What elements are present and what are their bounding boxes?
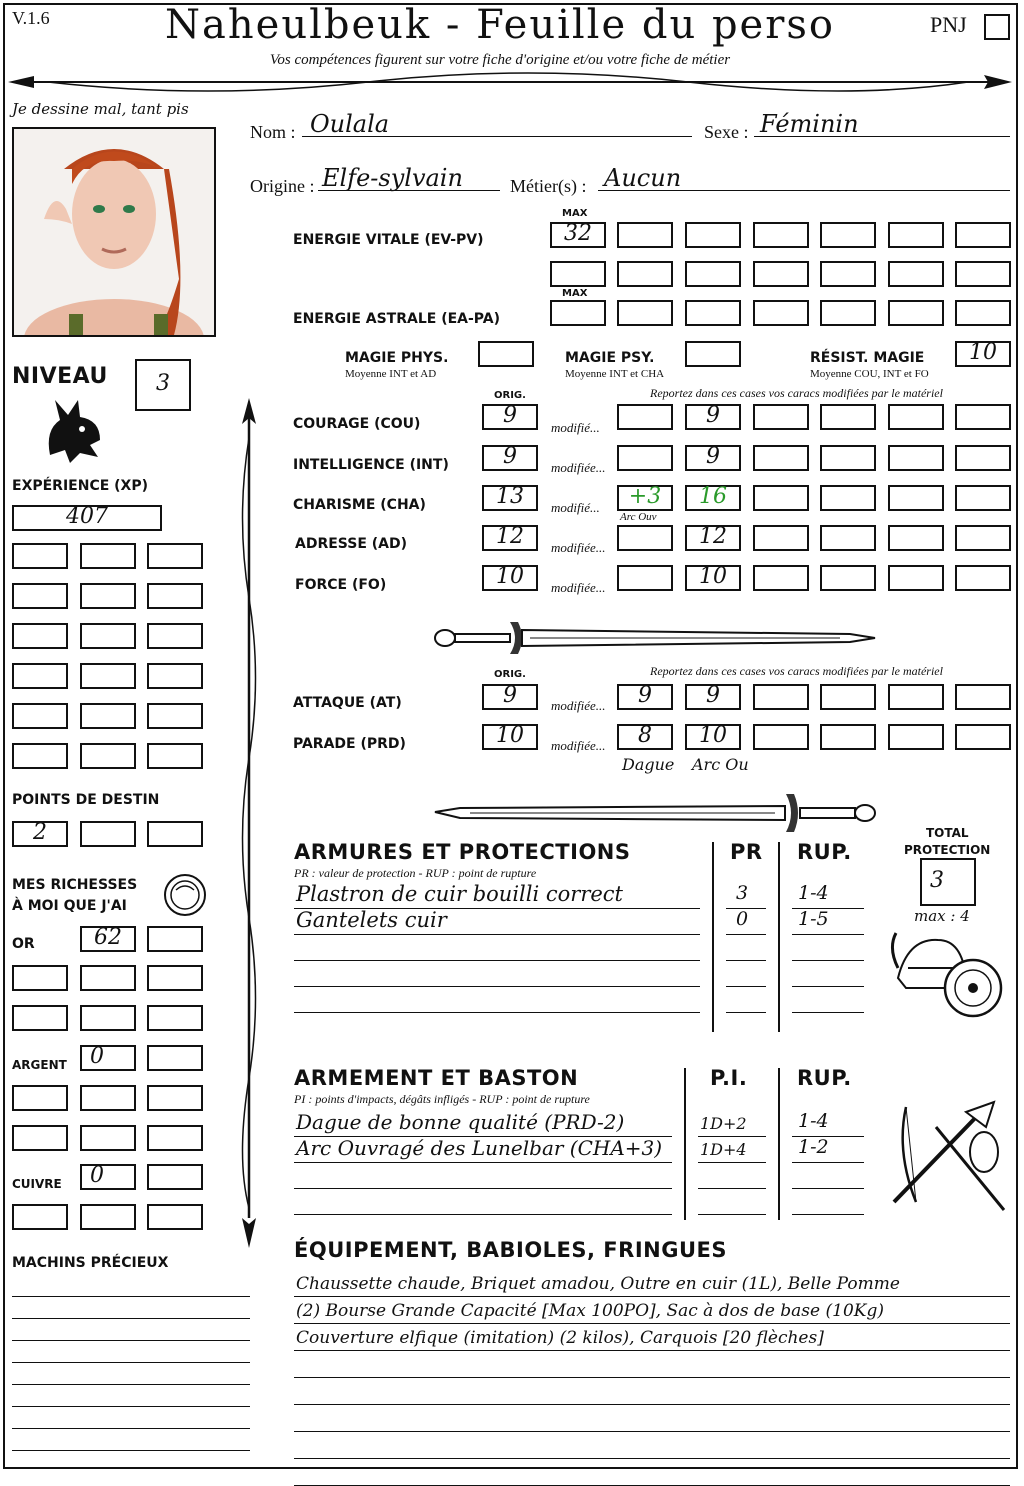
richesses-label-1: MES RICHESSES [12, 877, 138, 893]
wealth-box-cell[interactable] [147, 1085, 203, 1111]
cou-orig-box[interactable]: 9 [482, 404, 538, 430]
armor-line[interactable] [294, 960, 700, 961]
cuivre-box-2[interactable] [147, 1164, 203, 1190]
prd-note-arc: Arc Ou [692, 755, 749, 774]
cuivre-label: CUIVRE [12, 1177, 62, 1191]
fo-mod-box[interactable] [617, 565, 673, 591]
ea-track-box[interactable] [955, 300, 1011, 326]
cuivre-box[interactable]: 0 [80, 1164, 136, 1190]
armor-pr-line[interactable] [726, 986, 766, 987]
weapon-line[interactable] [294, 1214, 672, 1215]
ea-max-label: MAX [562, 288, 588, 299]
magie-phys-box[interactable] [478, 341, 534, 367]
fo-mod-box[interactable] [820, 565, 876, 591]
at-mod-box[interactable] [888, 684, 944, 710]
report-note-2: Reportez dans ces cases vos caracs modifiées par le matériel [650, 664, 943, 678]
cou-label: COURAGE (COU) [293, 416, 421, 432]
armor-note: PR : valeur de protection - RUP : point de rupture [294, 866, 537, 880]
ev-max-label: MAX [562, 208, 588, 219]
ea-track-box[interactable] [617, 300, 673, 326]
xp-box-cell[interactable] [80, 743, 136, 769]
ev-track-box[interactable] [955, 261, 1011, 287]
niveau-label: NIVEAU [12, 364, 108, 389]
at-mod-value: 9 [706, 683, 720, 708]
cou-modifie: modifié... [551, 420, 600, 435]
destin-box-3[interactable] [147, 821, 203, 847]
ea-track-box[interactable] [820, 300, 876, 326]
equipment-line[interactable] [294, 1458, 1010, 1459]
armor-line[interactable] [294, 1012, 700, 1013]
equipment-line[interactable] [294, 1404, 1010, 1405]
nom-label: Nom : [250, 122, 296, 142]
weapon-pi-line[interactable] [698, 1214, 766, 1215]
armor-rup-line[interactable] [792, 960, 864, 961]
weapons-pi-header: P.I. [710, 1066, 748, 1090]
wealth-box-cell[interactable] [12, 1125, 68, 1151]
ea-track-box[interactable] [888, 300, 944, 326]
ev-track-box[interactable] [820, 222, 876, 248]
ev-track-box[interactable] [685, 222, 741, 248]
sheet-title: Naheulbeuk - Feuille du perso [165, 2, 835, 48]
origine-label: Origine : [250, 176, 315, 196]
version-label: V.1.6 [12, 8, 50, 28]
report-note: Reportez dans ces cases vos caracs modifiées par le matériel [650, 386, 943, 400]
fo-mod-box[interactable] [753, 565, 809, 591]
xp-box-cell[interactable] [147, 583, 203, 609]
at-modifie: modifiée... [551, 698, 606, 713]
equipment-line[interactable] [294, 1377, 1010, 1378]
orig-label-2: ORIG. [494, 669, 526, 680]
xp-box[interactable]: 407 [12, 505, 162, 531]
armor-line[interactable] [294, 986, 700, 987]
cha-mod-box[interactable] [888, 485, 944, 511]
sexe-label: Sexe : [704, 122, 749, 142]
ev-label: ENERGIE VITALE (EV-PV) [293, 232, 484, 248]
at-mod-box[interactable] [753, 684, 809, 710]
xp-box-cell[interactable] [147, 663, 203, 689]
prd-mod-value: 10 [699, 723, 727, 748]
equipment-line[interactable] [294, 1323, 1010, 1324]
weapon-item-rup: 1-2 [798, 1136, 829, 1158]
machins-line[interactable] [12, 1406, 250, 1407]
weapon-item-pi: 1D+4 [700, 1140, 747, 1159]
ev-track-box[interactable] [955, 222, 1011, 248]
wealth-box-cell[interactable] [12, 1085, 68, 1111]
prd-mod-box[interactable] [753, 724, 809, 750]
wealth-box-cell[interactable] [147, 1125, 203, 1151]
int-mod-box[interactable] [617, 445, 673, 471]
nom-line [302, 136, 692, 137]
sexe-line [754, 136, 1010, 137]
equipment-line-text: Couverture elfique (imitation) (2 kilos), Carquois [20 flèches] [296, 1328, 824, 1348]
cha-orig-box[interactable]: 13 [482, 485, 538, 511]
ev-max-value: 32 [564, 221, 592, 246]
int-label: INTELLIGENCE (INT) [293, 457, 449, 473]
cou-mod-box[interactable] [617, 404, 673, 430]
weapons-note: PI : points d'impacts, dégâts infligés - RUP : point de rupture [294, 1092, 590, 1106]
spear-divider-icon [8, 66, 1012, 102]
richesses-label-2: À MOI QUE J'AI [12, 898, 127, 914]
armor-pr-line[interactable] [726, 934, 766, 935]
weapon-item-name: Arc Ouvragé des Lunelbar (CHA+3) [296, 1136, 663, 1160]
xp-box-cell[interactable] [147, 703, 203, 729]
xp-box-cell[interactable] [80, 663, 136, 689]
cha-modifie: modifié... [551, 500, 600, 515]
at-mod-box[interactable] [685, 684, 741, 710]
resist-magie-box[interactable]: 10 [955, 341, 1011, 367]
armor-pr-header: PR [730, 840, 763, 864]
cha-mod-box[interactable] [955, 485, 1011, 511]
ev-track-box[interactable] [617, 222, 673, 248]
ad-mod-box[interactable] [820, 525, 876, 551]
prd-note-dague: Dague [622, 755, 675, 774]
weapon-rup-line[interactable] [792, 1188, 864, 1189]
xp-box-cell[interactable] [12, 623, 68, 649]
xp-box-cell[interactable] [147, 543, 203, 569]
cha-mod-box[interactable] [685, 485, 741, 511]
portrait-image [12, 127, 216, 337]
ad-mod-box[interactable] [685, 525, 741, 551]
at-mod-box[interactable] [617, 684, 673, 710]
xp-box-cell[interactable] [12, 543, 68, 569]
or-label: OR [12, 936, 35, 952]
ad-mod-box[interactable] [753, 525, 809, 551]
ev-track-box[interactable] [888, 261, 944, 287]
prd-mod-box[interactable] [955, 724, 1011, 750]
prd-modifie: modifiée... [551, 738, 606, 753]
weapons-title: ARMEMENT ET BASTON [294, 1066, 579, 1090]
weapon-line[interactable] [294, 1188, 672, 1189]
armor-rup-line[interactable] [792, 1012, 864, 1013]
nom-value[interactable]: Oulala [310, 110, 390, 138]
ea-label: ENERGIE ASTRALE (EA-PA) [293, 311, 501, 327]
ev-track-box[interactable] [685, 261, 741, 287]
total-protection-box[interactable]: 3 [920, 858, 976, 906]
fo-mod-box[interactable] [685, 565, 741, 591]
armor-rup-line[interactable] [792, 934, 864, 935]
armor-item-rup: 1-5 [798, 908, 829, 930]
int-mod-box[interactable] [685, 445, 741, 471]
cou-mod-box[interactable] [888, 404, 944, 430]
armor-pr-line[interactable] [726, 960, 766, 961]
coin-icon [162, 872, 208, 918]
total-label-1: TOTAL [926, 826, 969, 840]
ad-mod-box[interactable] [955, 525, 1011, 551]
pnj-label: PNJ [930, 12, 967, 37]
armor-pr-line[interactable] [726, 1012, 766, 1013]
equipment-line-text: Chaussette chaude, Briquet amadou, Outre en cuir (1L), Belle Pomme [296, 1274, 900, 1294]
pnj-checkbox[interactable] [984, 14, 1010, 40]
ad-mod-box[interactable] [888, 525, 944, 551]
weapon-rup-line[interactable] [792, 1214, 864, 1215]
metier-value[interactable]: Aucun [604, 164, 682, 192]
destin-box-2[interactable] [80, 821, 136, 847]
destin-box-1[interactable]: 2 [12, 821, 68, 847]
sword-icon-2 [430, 788, 880, 838]
machins-label: MACHINS PRÉCIEUX [12, 1255, 169, 1271]
fo-mod-box[interactable] [888, 565, 944, 591]
ad-orig-box[interactable]: 12 [482, 525, 538, 551]
total-max: max : 4 [914, 907, 970, 925]
armor-rup-header: RUP. [797, 840, 852, 864]
int-modifie: modifiée... [551, 460, 606, 475]
machins-line[interactable] [12, 1384, 250, 1385]
cha-mod-value: 16 [699, 484, 727, 509]
total-label-2: PROTECTION [904, 843, 991, 857]
wealth-box-cell[interactable] [12, 1005, 68, 1031]
xp-box-cell[interactable] [12, 663, 68, 689]
fo-modifie: modifiée... [551, 580, 606, 595]
ev-track-box[interactable] [753, 222, 809, 248]
metier-line [598, 190, 1010, 191]
argent-box[interactable]: 0 [80, 1045, 136, 1071]
machins-line[interactable] [12, 1340, 250, 1341]
weapon-line[interactable] [294, 1162, 672, 1163]
prd-orig-box[interactable]: 10 [482, 724, 538, 750]
fo-mod-box[interactable] [955, 565, 1011, 591]
or-box-2[interactable] [147, 926, 203, 952]
argent-label: ARGENT [12, 1058, 67, 1072]
armor-item-name: Plastron de cuir bouilli correct [296, 882, 623, 906]
ev-track-box[interactable] [888, 222, 944, 248]
fo-mod-value: 10 [699, 564, 727, 589]
equipment-title: ÉQUIPEMENT, BABIOLES, FRINGUES [294, 1238, 727, 1262]
at-mod-value: 9 [638, 683, 652, 708]
ev-track-box[interactable] [753, 261, 809, 287]
machins-line[interactable] [12, 1318, 250, 1319]
wealth-box-cell[interactable] [80, 1125, 136, 1151]
xp-box-cell[interactable] [147, 743, 203, 769]
weapons-divider-1 [684, 1068, 686, 1220]
wealth-box-cell[interactable] [80, 1005, 136, 1031]
machins-line[interactable] [12, 1362, 250, 1363]
wealth-box-cell[interactable] [80, 965, 136, 991]
xp-box-cell[interactable] [80, 703, 136, 729]
ev-track-box[interactable] [617, 261, 673, 287]
at-label: ATTAQUE (AT) [293, 695, 402, 711]
wealth-box-cell[interactable] [12, 1204, 68, 1230]
armor-rup-line[interactable] [792, 986, 864, 987]
ev-max-box[interactable] [550, 222, 606, 248]
ea-max-box[interactable] [550, 300, 606, 326]
sword-icon [430, 612, 880, 662]
fo-label: FORCE (FO) [295, 577, 387, 593]
wealth-box-cell[interactable] [80, 1085, 136, 1111]
machins-line[interactable] [12, 1450, 250, 1451]
armor-item-pr: 3 [736, 882, 749, 904]
armor-item-name: Gantelets cuir [296, 908, 447, 932]
wealth-box-cell[interactable] [147, 1005, 203, 1031]
sexe-value[interactable]: Féminin [760, 110, 859, 138]
prd-label: PARADE (PRD) [293, 736, 406, 752]
ad-mod-box[interactable] [617, 525, 673, 551]
at-orig-box[interactable]: 9 [482, 684, 538, 710]
xp-box-cell[interactable] [12, 743, 68, 769]
armor-divider-1 [712, 842, 714, 1032]
xp-box-cell[interactable] [80, 583, 136, 609]
xp-box-cell[interactable] [80, 543, 136, 569]
prd-mod-box[interactable] [617, 724, 673, 750]
xp-label: EXPÉRIENCE (XP) [12, 478, 149, 494]
sheet-subtitle: Vos compétences figurent sur votre fiche d'origine et/ou votre fiche de métier [269, 52, 731, 68]
ad-mod-value: 12 [699, 524, 727, 549]
cha-label: CHARISME (CHA) [293, 497, 426, 513]
xp-box-cell[interactable] [12, 703, 68, 729]
int-mod-box[interactable] [753, 445, 809, 471]
magie-phys-label: MAGIE PHYS. [345, 350, 449, 366]
armor-divider-2 [778, 842, 780, 1032]
or-box[interactable]: 62 [80, 926, 136, 952]
equipment-line-text: (2) Bourse Grande Capacité [Max 100PO], Sac à dos de base (10Kg) [296, 1301, 884, 1321]
ea-track-box[interactable] [753, 300, 809, 326]
cou-mod-box[interactable] [955, 404, 1011, 430]
argent-box-2[interactable] [147, 1045, 203, 1071]
cha-bonus-note: Arc Ouv [620, 511, 657, 523]
int-mod-box[interactable] [955, 445, 1011, 471]
armor-title: ARMURES ET PROTECTIONS [294, 840, 631, 864]
prd-mod-value: 8 [638, 723, 652, 748]
origine-value[interactable]: Elfe-sylvain [322, 164, 463, 192]
origine-line [318, 190, 500, 191]
destin-label: POINTS DE DESTIN [12, 792, 160, 808]
int-mod-box[interactable] [820, 445, 876, 471]
cha-mod-box[interactable] [753, 485, 809, 511]
int-orig-box[interactable]: 9 [482, 445, 538, 471]
resist-magie-label: RÉSIST. MAGIE [810, 350, 925, 366]
armor-item-rup: 1-4 [798, 882, 829, 904]
prd-mod-box[interactable] [888, 724, 944, 750]
prd-mod-box[interactable] [820, 724, 876, 750]
machins-line[interactable] [12, 1296, 250, 1297]
cou-mod-box[interactable] [685, 404, 741, 430]
wealth-box-cell[interactable] [147, 1204, 203, 1230]
ev-track-box[interactable] [550, 261, 606, 287]
ad-modifie: modifiée... [551, 540, 606, 555]
prd-mod-box[interactable] [685, 724, 741, 750]
helmet-shield-icon [888, 928, 1006, 1028]
xp-box-cell[interactable] [147, 623, 203, 649]
weapon-item-pi: 1D+2 [700, 1114, 747, 1133]
at-mod-box[interactable] [820, 684, 876, 710]
magie-psy-box[interactable] [685, 341, 741, 367]
int-mod-box[interactable] [888, 445, 944, 471]
fo-orig-box[interactable]: 10 [482, 565, 538, 591]
cou-mod-value: 9 [706, 403, 720, 428]
spear-vertical-icon [234, 398, 264, 1248]
magie-psy-label: MAGIE PSY. [565, 350, 655, 366]
metier-label: Métier(s) : [510, 176, 587, 196]
magie-psy-note: Moyenne INT et CHA [565, 368, 665, 380]
equipment-line[interactable] [294, 1296, 1010, 1297]
ev-track-box[interactable] [820, 261, 876, 287]
weapons-divider-2 [778, 1068, 780, 1220]
cou-mod-box[interactable] [753, 404, 809, 430]
cha-mod-box[interactable] [820, 485, 876, 511]
ea-track-box[interactable] [685, 300, 741, 326]
cha-mod-value: +3 [628, 484, 662, 509]
armor-line[interactable] [294, 934, 700, 935]
xp-box-cell[interactable] [80, 623, 136, 649]
at-mod-box[interactable] [955, 684, 1011, 710]
armor-item-pr: 0 [736, 908, 749, 930]
weapon-item-name: Dague de bonne qualité (PRD-2) [296, 1110, 625, 1134]
weapons-rup-header: RUP. [797, 1066, 852, 1090]
wealth-box-cell[interactable] [12, 965, 68, 991]
wealth-box-cell[interactable] [147, 965, 203, 991]
int-mod-value: 9 [706, 444, 720, 469]
dragon-icon [40, 395, 106, 465]
niveau-box[interactable]: 3 [135, 359, 191, 411]
wealth-box-cell[interactable] [80, 1204, 136, 1230]
ad-label: ADRESSE (AD) [295, 536, 408, 552]
resist-magie-note: Moyenne COU, INT et FO [810, 368, 929, 380]
cou-mod-box[interactable] [820, 404, 876, 430]
cha-mod-box[interactable] [617, 485, 673, 511]
weapon-pi-line[interactable] [698, 1136, 766, 1137]
portrait-caption: Je dessine mal, tant pis [12, 100, 189, 118]
magie-phys-note: Moyenne INT et AD [345, 368, 437, 380]
weapon-item-rup: 1-4 [798, 1110, 829, 1132]
weapon-pi-line[interactable] [698, 1188, 766, 1189]
weapon-rup-line[interactable] [792, 1162, 864, 1163]
crossed-weapons-icon [886, 1092, 1010, 1218]
equipment-line[interactable] [294, 1350, 1010, 1351]
equipment-line[interactable] [294, 1431, 1010, 1432]
orig-label: ORIG. [494, 390, 526, 401]
machins-line[interactable] [12, 1428, 250, 1429]
xp-box-cell[interactable] [12, 583, 68, 609]
weapon-pi-line[interactable] [698, 1162, 766, 1163]
